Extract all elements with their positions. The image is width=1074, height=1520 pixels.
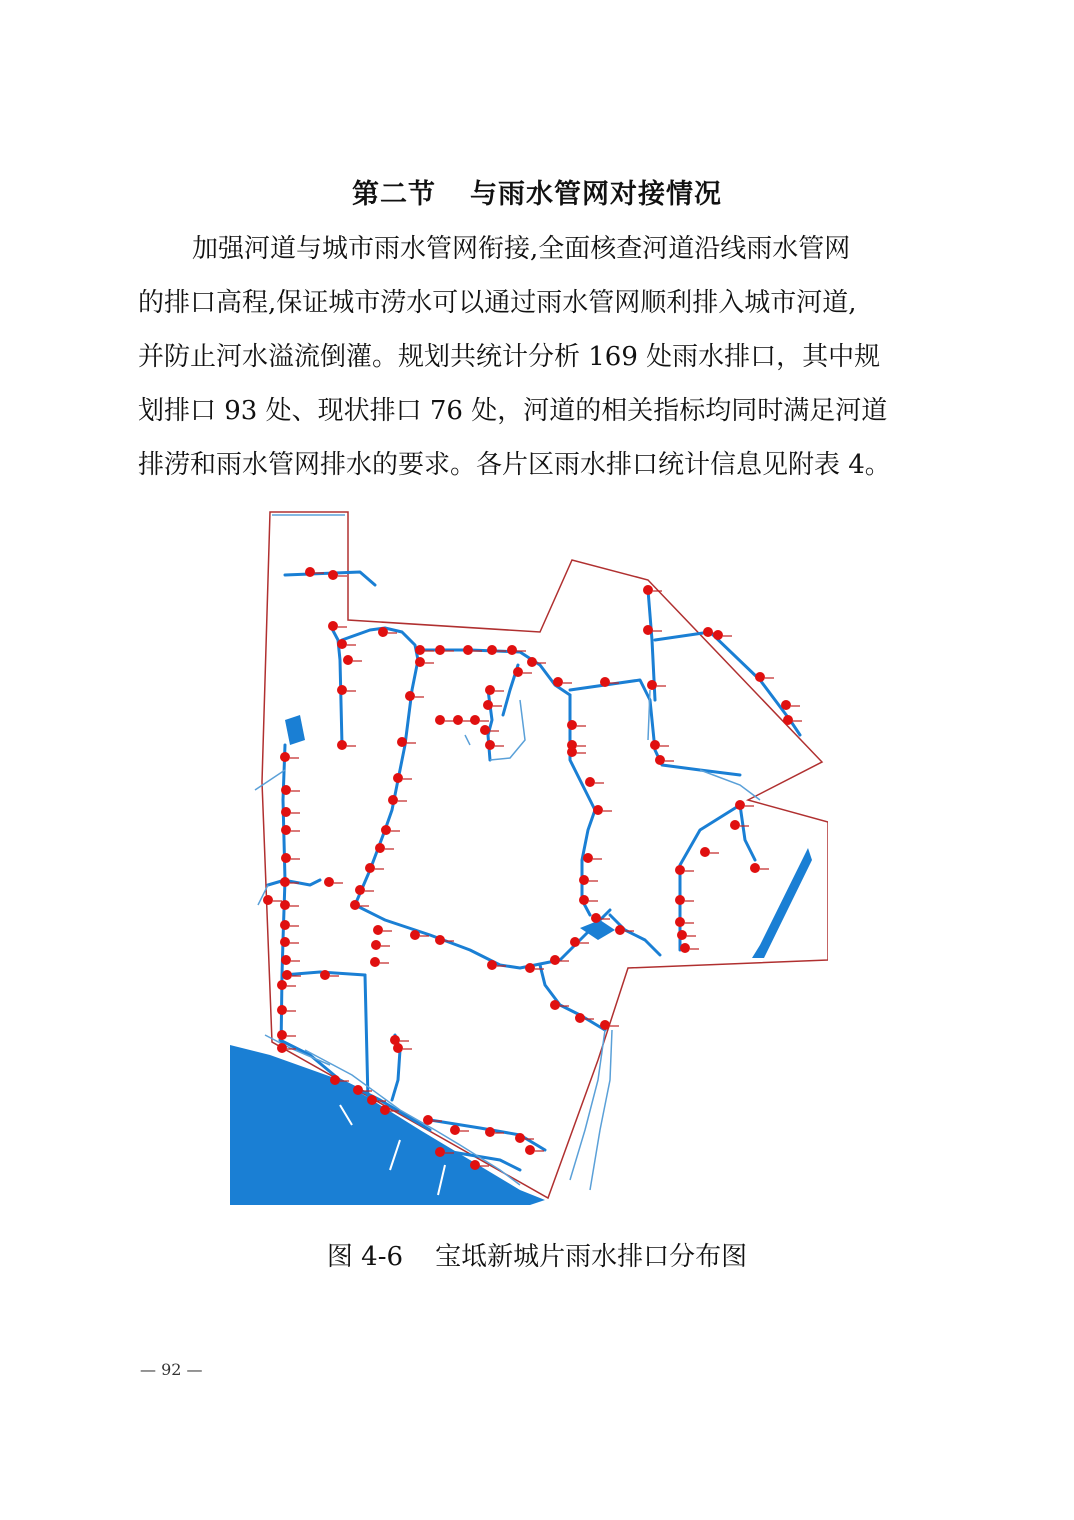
rain-outlet-marker [579,875,589,885]
rain-outlet-marker [655,755,665,765]
rain-outlet-marker [281,785,291,795]
rain-outlet-marker [393,773,403,783]
rain-outlet-marker [643,585,653,595]
rain-outlet-marker [600,677,610,687]
rain-outlet-marker [370,957,380,967]
rain-outlet-marker [423,1115,433,1125]
rain-outlet-marker [675,895,685,905]
rain-outlet-marker [375,843,385,853]
body-paragraph [138,222,938,492]
rain-outlet-marker [463,645,473,655]
rain-outlet-marker [781,700,791,710]
rain-outlet-marker [485,1127,495,1137]
rain-outlet-marker [485,740,495,750]
rain-outlet-marker [380,1105,390,1115]
rain-outlet-marker [567,720,577,730]
rain-outlet-marker [453,715,463,725]
rain-outlet-marker [470,1160,480,1170]
rain-outlet-marker [378,627,388,637]
section-title [0,172,1074,211]
section-heading: 与雨水管网对接情况 [470,179,722,210]
rain-outlet-marker [515,1133,525,1143]
rain-outlet-marker [280,877,290,887]
rain-outlet-marker [367,1095,377,1105]
rain-outlet-marker [483,700,493,710]
rain-outlet-marker [585,777,595,787]
rain-outlet-marker [579,895,589,905]
rain-outlet-marker [600,1020,610,1030]
rain-outlet-marker [397,737,407,747]
rain-outlet-marker [415,645,425,655]
rain-outlet-marker [755,672,765,682]
rain-outlet-marker [328,621,338,631]
rain-outlet-marker [277,1030,287,1040]
figure-title: 宝坻新城片雨水排口分布图 [435,1242,748,1272]
rain-outlet-marker [371,940,381,950]
rain-outlet-marker [713,630,723,640]
rain-outlet-marker [410,930,420,940]
rain-outlet-marker [750,863,760,873]
rain-outlet-marker [513,667,523,677]
rain-outlet-marker [280,752,290,762]
rain-outlet-marker [282,970,292,980]
rain-outlet-marker [487,960,497,970]
rain-outlet-marker [591,913,601,923]
rain-outlet-marker [381,825,391,835]
rain-outlet-marker [280,920,290,930]
pond [285,715,305,745]
rain-outlet-marker [435,1147,445,1157]
paragraph-line: 划排口 93 处、现状排口 76 处，河道的相关指标均同时满足河道 [138,396,888,426]
paragraph-line: 排涝和雨水管网排水的要求。各片区雨水排口统计信息见附表 4。 [138,450,891,480]
main-river [230,1045,545,1205]
rain-outlet-marker [277,980,287,990]
rain-outlet-marker [365,863,375,873]
rain-outlet-marker [330,1075,340,1085]
rain-outlet-marker [405,691,415,701]
rain-outlet-marker [320,970,330,980]
rain-outlet-marker [735,800,745,810]
rain-outlet-marker [680,943,690,953]
rain-outlet-marker [305,567,315,577]
rain-outlet-marker [650,740,660,750]
rain-outlet-marker [700,847,710,857]
rain-outlet-marker [677,930,687,940]
rain-outlet-marker [550,1000,560,1010]
rain-outlet-marker [343,655,353,665]
rainwater-outlet-map [228,505,828,1215]
rain-outlet-marker [675,917,685,927]
rain-outlet-marker [388,795,398,805]
rain-outlet-marker [470,715,480,725]
rain-outlet-marker [550,955,560,965]
channel [752,848,812,958]
rain-outlet-marker [593,805,603,815]
rain-outlet-marker [570,937,580,947]
rain-outlet-marker [281,807,291,817]
rain-outlet-marker [643,625,653,635]
figure-caption [0,1236,1074,1273]
section-number: 第二节 [352,179,436,210]
rain-outlet-marker [390,1035,400,1045]
rain-outlet-marker [583,853,593,863]
paragraph-line: 并防止河水溢流倒灌。规划共统计分析 169 处雨水排口，其中规 [138,342,881,372]
rain-outlet-marker [263,895,273,905]
rain-outlet-marker [480,725,490,735]
rain-outlet-marker [337,639,347,649]
rain-outlet-marker [324,877,334,887]
rain-outlet-marker [337,740,347,750]
rain-outlet-marker [415,657,425,667]
rain-outlet-marker [703,627,713,637]
rain-outlet-marker [281,853,291,863]
rain-outlet-marker [507,645,517,655]
rain-outlet-marker [567,747,577,757]
rain-outlet-marker [615,925,625,935]
rain-outlet-marker [337,685,347,695]
rain-outlet-marker [553,677,563,687]
rain-outlet-marker [435,935,445,945]
page-number: — 92 — [140,1360,203,1379]
rain-outlet-marker [373,925,383,935]
rain-outlet-marker [277,1043,287,1053]
figure-number: 图 4-6 [326,1242,404,1272]
rain-outlet-marker [675,865,685,875]
rain-outlet-marker [277,1005,287,1015]
rain-outlet-marker [575,1013,585,1023]
rain-outlet-marker [525,1145,535,1155]
paragraph-line: 的排口高程,保证城市涝水可以通过雨水管网顺利排入城市河道, [138,288,857,318]
rain-outlet-marker [328,570,338,580]
rain-outlet-marker [783,715,793,725]
paragraph-line: 加强河道与城市雨水管网衔接,全面核查河道沿线雨水管网 [192,234,851,264]
rain-outlet-marker [281,825,291,835]
rain-outlet-marker [527,657,537,667]
rain-outlet-marker [485,685,495,695]
rain-outlet-marker [353,1085,363,1095]
rain-outlet-marker [525,963,535,973]
rain-outlet-marker [435,645,445,655]
rain-outlet-marker [647,680,657,690]
rain-outlet-marker [280,937,290,947]
rain-outlet-marker [281,955,291,965]
rain-outlet-marker [450,1125,460,1135]
rain-outlet-marker [487,645,497,655]
rain-outlet-marker [355,885,365,895]
rain-outlet-marker [350,900,360,910]
rain-outlet-marker [435,715,445,725]
rain-outlet-marker [730,820,740,830]
